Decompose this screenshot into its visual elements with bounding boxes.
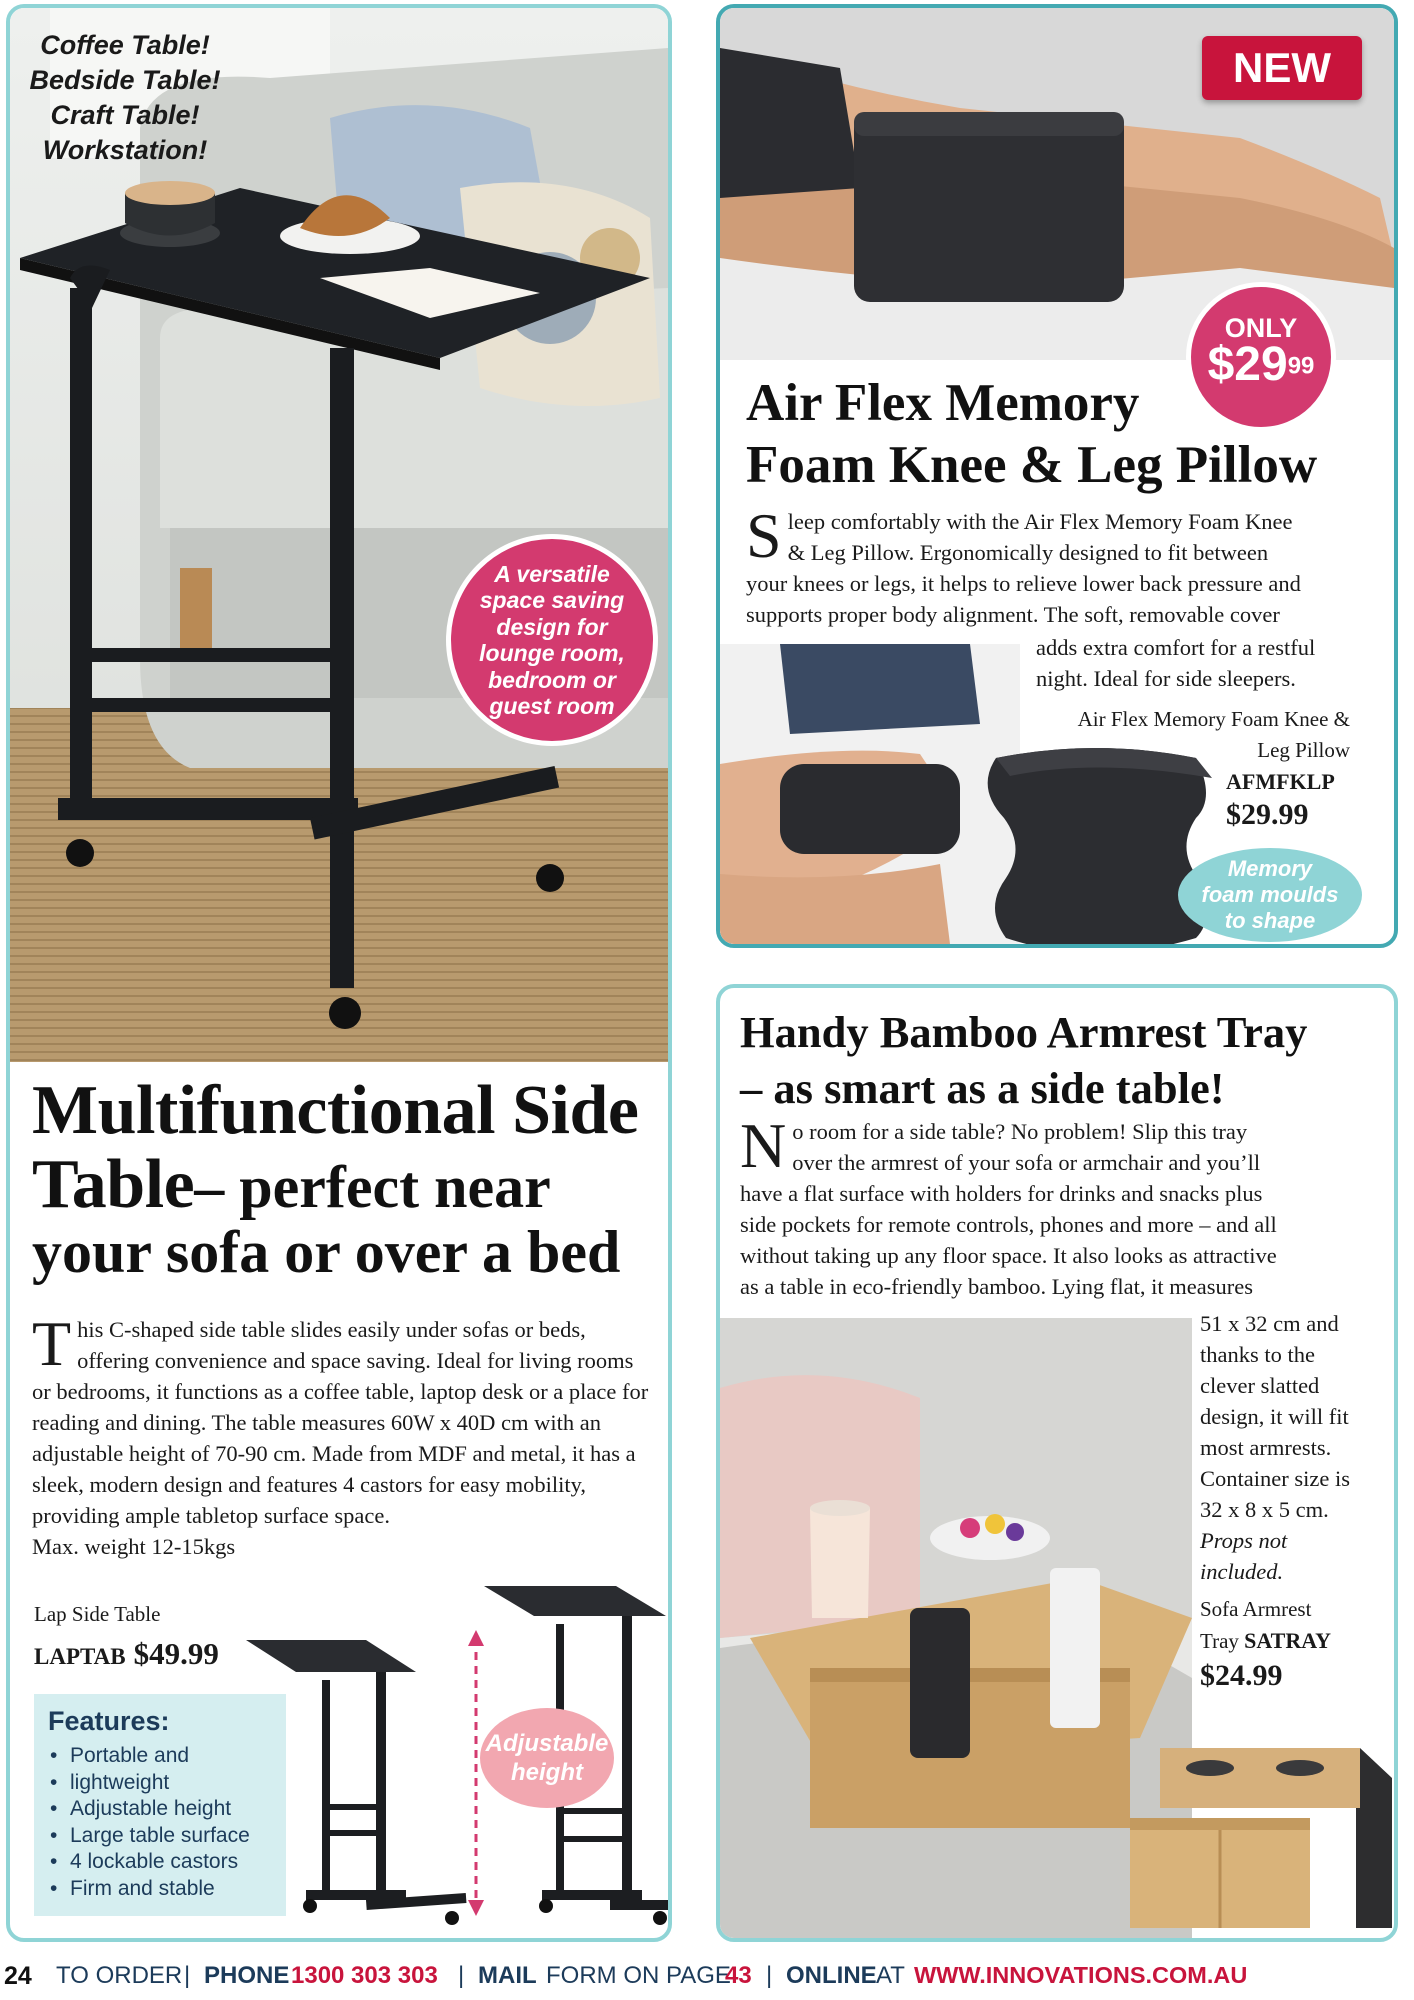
tray-headline bbox=[740, 1004, 1307, 1116]
body-line: thanks to the bbox=[1200, 1342, 1315, 1367]
footer-divider: | bbox=[766, 1962, 773, 1989]
dropcap: S bbox=[746, 500, 782, 571]
phone-number[interactable]: 1300 303 303 bbox=[291, 1962, 438, 1989]
body-line: & Leg Pillow. Ergonomically designed to fit between bbox=[787, 540, 1269, 565]
body-line: Container size is bbox=[1200, 1466, 1350, 1491]
body-line: as a table in eco-friendly bamboo. Lying flat, it measures bbox=[740, 1274, 1253, 1299]
badge-line: space saving bbox=[479, 587, 625, 613]
feature-item: • 4 lockable castors bbox=[48, 1849, 272, 1876]
price-cents: 99 bbox=[1287, 352, 1315, 380]
side-table-headline bbox=[32, 1074, 662, 1284]
mail-label: MAIL bbox=[478, 1962, 537, 1989]
pillow-description bbox=[746, 500, 1386, 630]
badge-line: A versatile bbox=[494, 560, 610, 587]
body-line: night. Ideal for side sleepers. bbox=[1036, 666, 1296, 691]
badge-line: height bbox=[511, 1759, 583, 1786]
badge-line: lounge room, bbox=[479, 640, 625, 666]
tray-product-info bbox=[1200, 1594, 1398, 1695]
callout-line: Coffee Table! bbox=[40, 30, 210, 60]
badge-line: Memory bbox=[1227, 856, 1313, 881]
body-line: clever slatted bbox=[1200, 1373, 1320, 1398]
mail-text: FORM ON PAGE bbox=[546, 1962, 731, 1989]
footer-divider: | bbox=[458, 1962, 465, 1989]
feature-item: • Portable and bbox=[48, 1743, 272, 1770]
feature-item: • Adjustable height bbox=[48, 1796, 272, 1823]
order-footer bbox=[0, 1956, 1414, 1996]
callout-line: Bedside Table! bbox=[29, 65, 221, 95]
mail-page[interactable]: 43 bbox=[725, 1962, 752, 1989]
side-table-description bbox=[32, 1308, 650, 1562]
armrest-tray-product bbox=[1130, 1728, 1394, 1938]
product-price: $29.99 bbox=[1226, 798, 1309, 831]
features-list bbox=[48, 1743, 272, 1902]
to-order-label: TO ORDER bbox=[56, 1962, 183, 1989]
feature-item bbox=[48, 1770, 272, 1797]
phone-label: PHONE bbox=[204, 1962, 290, 1989]
dropcap: T bbox=[32, 1308, 72, 1379]
price-dollars: $29 bbox=[1207, 338, 1288, 391]
product-name-code bbox=[1200, 1625, 1398, 1657]
product-name: Lap Side Table bbox=[34, 1602, 161, 1626]
badge-line: bedroom or bbox=[488, 666, 616, 693]
headline-line: Foam Knee & Leg Pillow bbox=[746, 436, 1318, 494]
body-line: design, it will fit bbox=[1200, 1404, 1349, 1429]
headline-rest: – perfect near your sofa or over a bed bbox=[32, 1153, 621, 1285]
body-line: supports proper body alignment. The soft, removable cover bbox=[746, 602, 1280, 627]
headline-line: – as smart as a side table! bbox=[740, 1063, 1225, 1113]
max-weight: Max. weight 12-15kgs bbox=[32, 1534, 236, 1559]
body-line: o room for a side table? No problem! Slip this tray bbox=[792, 1119, 1248, 1144]
product-name-line: Leg Pillow bbox=[1257, 738, 1350, 762]
body-line: leep comfortably with the Air Flex Memory Foam Knee bbox=[787, 509, 1293, 534]
body-line: 32 x 8 x 5 cm. bbox=[1200, 1497, 1329, 1522]
features-title: Features: bbox=[48, 1706, 170, 1736]
props-note-line: included. bbox=[1200, 1559, 1284, 1584]
online-at: AT bbox=[876, 1962, 905, 1989]
badge-line: guest room bbox=[489, 693, 615, 719]
body-line: your knees or legs, it helps to relieve lower back pressure and bbox=[746, 571, 1301, 596]
product-name-line: Air Flex Memory Foam Knee & bbox=[1077, 707, 1350, 731]
headline-line: Handy Bamboo Armrest Tray bbox=[740, 1007, 1308, 1057]
badge-line: to shape bbox=[1224, 908, 1316, 933]
body-text: his C-shaped side table slides easily under sofas or beds, offering convenience and space saving. Ideal for living rooms or bedrooms, it functions as a coffee table, laptop desk or a place for reading and dining. The table measures 60W x 40D cm with an adjustable height of 70-90 cm. Made from MDF and metal, it has a sleek, modern design and features 4 castors for easy mobility, providing ample tabletop surface space. bbox=[32, 1317, 649, 1528]
body-line: side pockets for remote controls, phones and more – and all bbox=[740, 1212, 1277, 1237]
dropcap: N bbox=[740, 1110, 787, 1181]
footer-divider: | bbox=[184, 1962, 191, 1989]
feature-item-continued: lightweight bbox=[70, 1770, 170, 1794]
product-code: SATRAY bbox=[1244, 1628, 1331, 1653]
headline-bold: Multifunctional Side Table bbox=[32, 1072, 639, 1223]
price-line bbox=[34, 1636, 219, 1672]
props-note-line: Props not bbox=[1200, 1528, 1288, 1553]
pillow-product-info bbox=[1030, 704, 1350, 833]
callout-line: Workstation! bbox=[42, 135, 208, 165]
armrest-tray-photo bbox=[720, 1318, 1192, 1942]
body-line: have a flat surface with holders for drinks and snacks plus bbox=[740, 1181, 1263, 1206]
pillow-headline bbox=[746, 372, 1317, 496]
body-line: most armrests. bbox=[1200, 1435, 1332, 1460]
body-line: over the armrest of your sofa or armchair and you’ll bbox=[792, 1150, 1261, 1175]
headline-line: Air Flex Memory bbox=[746, 374, 1140, 432]
product-code: AFMFKLP bbox=[1226, 769, 1335, 794]
body-line: adds extra comfort for a restful bbox=[1036, 635, 1316, 660]
armrest-tray-panel bbox=[716, 984, 1398, 1942]
product-name: Sofa Armrest bbox=[1200, 1597, 1312, 1621]
adjustable-height-badge bbox=[480, 1708, 614, 1808]
table-uses-callout bbox=[20, 28, 230, 168]
only-label: ONLY bbox=[1224, 313, 1298, 343]
product-price: $49.99 bbox=[133, 1636, 219, 1671]
feature-item: • Large table surface bbox=[48, 1823, 272, 1850]
knee-pillow-panel bbox=[716, 4, 1398, 948]
memory-foam-badge bbox=[1178, 848, 1362, 942]
body-line: without taking up any floor space. It also looks as attractive bbox=[740, 1243, 1277, 1268]
badge-line: foam moulds bbox=[1201, 882, 1339, 907]
pillow-side-body bbox=[1036, 632, 1386, 694]
knee-pillow-photo-side bbox=[720, 644, 1020, 944]
online-label: ONLINE bbox=[786, 1962, 877, 1989]
side-table-panel bbox=[6, 4, 672, 1942]
badge-line: design for bbox=[496, 613, 608, 640]
feature-item: • Firm and stable bbox=[48, 1876, 272, 1903]
space-saving-badge bbox=[446, 534, 658, 746]
product-code: LAPTAB bbox=[34, 1644, 126, 1669]
body-line: 51 x 32 cm and bbox=[1200, 1311, 1339, 1336]
new-badge: NEW bbox=[1202, 36, 1362, 100]
badge-line: Adjustable bbox=[485, 1730, 609, 1757]
tray-description bbox=[740, 1110, 1390, 1302]
callout-line: Craft Table! bbox=[50, 100, 200, 130]
product-name-2: Tray bbox=[1200, 1629, 1239, 1653]
tray-side-text bbox=[1200, 1308, 1398, 1587]
website-link[interactable]: WWW.INNOVATIONS.COM.AU bbox=[914, 1962, 1248, 1988]
page-number: 24 bbox=[4, 1962, 32, 1990]
product-price: $24.99 bbox=[1200, 1659, 1283, 1692]
